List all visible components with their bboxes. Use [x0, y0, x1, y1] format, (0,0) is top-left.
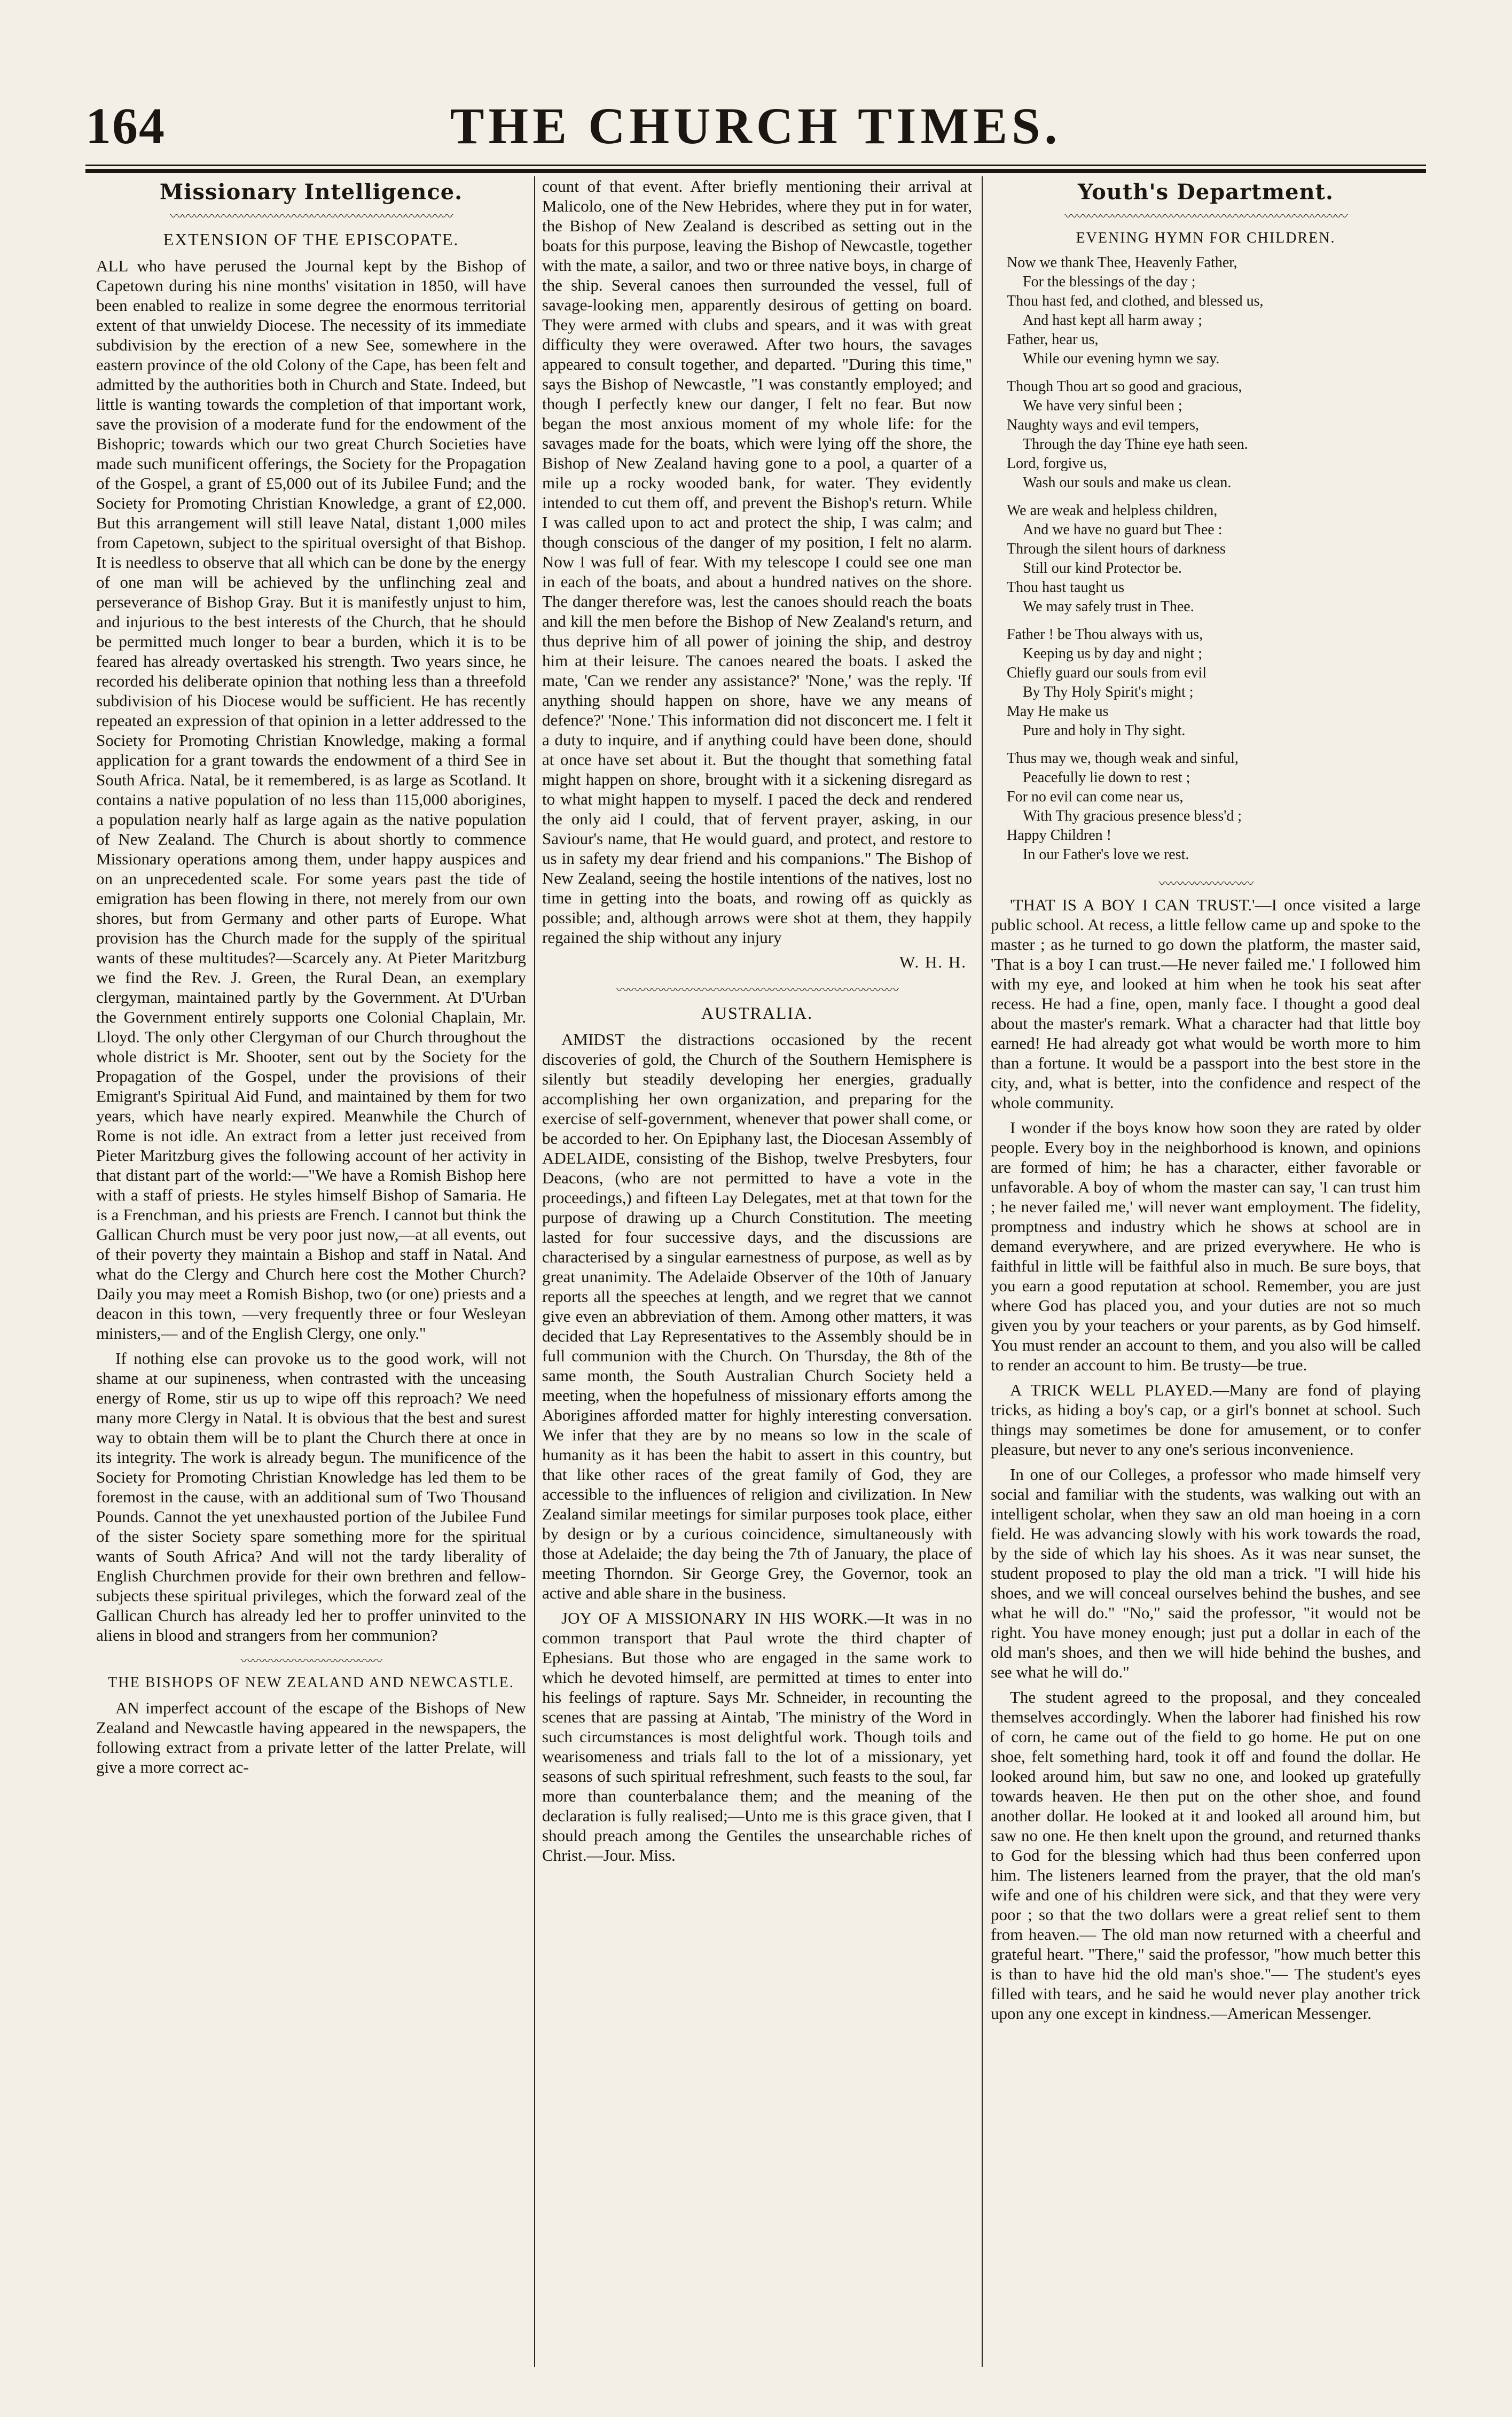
- article-paragraph: AMIDST the distractions occasioned by the recent discoveries of gold, the Church of the Southern Hemisphere is silently but steadily developing her energies, gradually accomplishing her own organization, and preparing for the exercise of self-government, whenever that power shall come, or be accorded to her. On Epiphany last, the Diocesan Assembly of ADELAIDE, consisting of the Bishop, twelve Presbyters, four Deacons, (who are not permitted to have a vote in the proceedings,) and fifteen Lay Delegates, met at that town for the purpose of drawing up a Church Constitution. The meeting lasted for four successive days, and the discussions are characterised by a singular earnestness of purpose, as well as by great unanimity. The Adelaide Observer of the 10th of January reports all the speeches at length, and we regret that we cannot give even an abbreviation of them. Among other matters, it was decided that Lay Representatives to the Assembly should be in full communion with the Church. On Thursday, the 8th of the same month, the South Australian Church Society held a meeting, when the hopefulness of missionary efforts among the Aborigines afforded matter for highly interesting conversation. We infer that they are by no means so low in the scale of humanity as it has been the habit to assert in this country, but that like other races of the great family of God, they are accessible to the influences of religion and civilization. In New Zealand similar meetings for similar purposes took place, either by design or by a curious coincidence, simultaneously with those at Adelaide; the day being the 7th of January, the place of meeting Thorndon. Sir George Grey, the Governor, took an active and able share in the business.: [542, 1030, 972, 1602]
- poem-line: By Thy Holy Spirit's might ;: [1023, 684, 1194, 700]
- column-1: [96, 176, 526, 2377]
- poem-stanza: [1007, 749, 1421, 864]
- poem-line: While our evening hymn we say.: [1023, 350, 1220, 367]
- ornamental-rule: 〰〰〰〰〰〰〰〰〰〰〰〰〰〰〰〰〰〰〰〰〰〰〰〰: [616, 984, 898, 997]
- poem-line: Lord, forgive us,: [1007, 455, 1107, 472]
- poem-stanza: [1007, 625, 1421, 740]
- poem-line: Thou hast fed, and clothed, and blessed us,: [1007, 293, 1264, 309]
- ornamental-rule: 〰〰〰〰〰〰〰〰〰〰〰〰: [240, 1655, 382, 1668]
- column-3: [991, 176, 1421, 2377]
- poem-line: We are weak and helpless children,: [1007, 502, 1218, 519]
- poem-line: With Thy gracious presence bless'd ;: [1023, 808, 1242, 824]
- poem-line: In our Father's love we rest.: [1023, 846, 1189, 863]
- page-number: 164: [85, 97, 166, 154]
- poem-line: Chiefly guard our souls from evil: [1007, 665, 1207, 681]
- page-header: [85, 96, 1426, 160]
- header-rule-top: [85, 165, 1426, 166]
- poem-line: Still our kind Protector be.: [1023, 560, 1182, 576]
- poem-stanza: [1007, 253, 1421, 369]
- article-signature: W. H. H.: [899, 953, 967, 971]
- article-paragraph: The student agreed to the proposal, and they concealed themselves accordingly. When the laborer had finished his row of corn, he came out of the field to go home. He put on one shoe, felt something hard, took it off and found the dollar. He looked around him, but saw no one, and looked up gratefully towards heaven. He then put on the other shoe, and found another dollar. He looked at it and looked all around him, but saw no one. He then knelt upon the ground, and returned thanks to God for the blessing which had thus been conferred upon him. The listeners learned from the prayer, that the old man's wife and one of his children were sick, and that they were very poor ; so that the two dollars were a great relief sent to them from heaven.— The old man now returned with a cheerful and grateful heart. "There," said the professor, "how much better this is than to have hid the old man's shoe."— The student's eyes filled with tears, and he said he would never play another trick upon any one except in kindness.—American Messenger.: [991, 1688, 1421, 2023]
- poem-line: Pure and holy in Thy sight.: [1023, 722, 1186, 739]
- section-heading-youth: Youth's Department.: [1078, 180, 1334, 205]
- poem-line: Wash our souls and make us clean.: [1023, 474, 1232, 491]
- ornamental-rule: 〰〰〰〰〰〰〰〰〰〰〰〰〰〰〰〰〰〰〰〰〰〰〰〰: [170, 210, 452, 224]
- poem-line: Thus may we, though weak and sinful,: [1007, 750, 1239, 767]
- poem-line: And hast kept all harm away ;: [1023, 312, 1202, 329]
- poem-stanza: [1007, 377, 1421, 493]
- poem-line: We may safely trust in Thee.: [1023, 598, 1194, 615]
- poem-title: EVENING HYMN FOR CHILDREN.: [1076, 230, 1336, 246]
- article-paragraph: ALL who have perused the Journal kept by the Bishop of Capetown during his nine months' visitation in 1850, will have been enabled to realize in some degree the enormous territorial extent of that unwieldy Diocese. The necessity of its immediate subdivision by the erection of a new See, somewhere in the eastern province of the old Colony of the Cape, has been felt and admitted by the authorities both in Church and State. Indeed, but little is wanting towards the completion of that important work, save the provision of a moderate fund for the endowment of the Bishopric; towards which our two great Church Societies have made such munificent offerings, the Society for the Propagation of the Gospel, a grant of £5,000 out of its Jubilee Fund; and the Society for Promoting Christian Knowledge, a grant of £2,000. But this arrangement will still leave Natal, distant 1,000 miles from Capetown, subject to the spiritual oversight of that Bishop. It is needless to observe that all which can be done by the energy of one man will be achieved by the unflinching zeal and perseverance of Bishop Gray. But it is manifestly unjust to him, and injurious to the best interests of the Church, that he should be permitted much longer to bear a burden, which it is to be feared has already overtasked his strength. Two years since, he recorded his deliberate opinion that nothing less than a threefold subdivision of his Diocese would be sufficient. He has recently repeated an expression of that opinion in a letter addressed to the Society for Promoting Christian Knowledge, making a formal application for a grant towards the endowment of a third See in South Africa. Natal, be it remembered, is as large as Scotland. It contains a native population of no less than 115,000 aborigines, a population nearly half as large again as the native population of New Zealand. The Church is about shortly to commence Missionary operations among them, under happy auspices and on an unprecedented scale. For some years past the tide of emigration has been flowing in there, not merely from our own shores, but from Germany and other parts of Europe. What provision has the Church made for the supply of the spiritual wants of these multitudes?—Scarcely any. At Pieter Maritzburg we find the Rev. J. Green, the Rural Dean, an exemplary clergyman, maintained partly by the Government. At D'Urban the Government entirely supports one Colonial Chaplain, Mr. Lloyd. The only other Clergyman of our Church throughout the whole district is Mr. Shooter, sent out by the Society for the Propagation of the Gospel, under the provisions of their Emigrant's Spiritual Aid Fund, and maintained by them for two years, which have nearly expired. Meanwhile the Church of Rome is not idle. An extract from a letter just received from Pieter Maritzburg gives the following account of her activity in that distant part of the world:—"We have a Romish Bishop here with a staff of priests. He styles himself Bishop of Samaria. He is a Frenchman, and his priests are French. I cannot but think the Gallican Church must be very poor just now,—at all events, out of their poverty they maintain a Bishop and staff in Natal. And what do the Clergy and Church here cost the Mother Church? Daily you may meet a Romish Bishop, two (or one) priests and a deacon in this town, —very frequently three or four Wesleyan ministers,— and of the English Clergy, one only.": [96, 256, 526, 1343]
- poem-line: Though Thou art so good and gracious,: [1007, 378, 1242, 395]
- poem-line: For no evil can come near us,: [1007, 789, 1184, 805]
- poem-line: For the blessings of the day ;: [1023, 274, 1196, 290]
- column-2: [542, 176, 972, 2377]
- article-paragraph: I wonder if the boys know how soon they are rated by older people. Every boy in the neighborhood is known, and opinions are formed of him; he has a character, either favorable or unfavorable. A boy of whom the master can say, 'I can trust him ; he never failed me,' will never want employment. The fidelity, promptness and industry which he shows at school are in demand everywhere, and are prized everywhere. He who is faithful in little will be faithful also in much. Be sure boys, that you earn a good reputation at school. Remember, you are just where God has placed you, and your duties are not so much given you by your teachers or your parents, as by God himself. You must render an account to them, and you also will be called to render an account to him. Be trusty—be true.: [991, 1118, 1421, 1374]
- column-divider-1: [534, 176, 535, 2367]
- article-paragraph: A TRICK WELL PLAYED.—Many are fond of playing tricks, as hiding a boy's cap, or a girl's bonnet at school. Such things may sometimes be done for amusement, or to confer pleasure, but never to any one's serious inconvenience.: [991, 1381, 1421, 1459]
- article-paragraph: JOY OF A MISSIONARY IN HIS WORK.—It was in no common transport that Paul wrote the third chapter of Ephesians. But those who are engaged in the same work to which he devoted himself, are permitted at times to enter into his feelings of rapture. Says Mr. Schneider, in recounting the scenes that are passing at Aintab, 'The ministry of the Word in such circumstances is most delightful work. Though toils and wearisomeness and trials fall to the lot of a missionary, yet seasons of such spiritual refreshment, such feasts to the soul, far more than counterbalance them; and the meaning of the declaration is fully realised;—Unto me is this grace given, that I should preach among the Gentiles the unsearchable riches of Christ.—Jour. Miss.: [542, 1609, 972, 1865]
- poem-line: We have very sinful been ;: [1023, 397, 1182, 414]
- article-paragraph: In one of our Colleges, a professor who made himself very social and familiar with the students, was walking out with an intelligent scholar, when they saw an old man hoeing in a corn field. He was advancing slowly with his work towards the road, by the side of which lay his shoes. As it was near sunset, the student proposed to play the old man a trick. "I will hide his shoes, and we will conceal ourselves behind the bushes, and see what he will do." "No," said the professor, "it would not be right. You have money enough; just put a dollar in each of the old man's shoes, and then we will hide behind the bushes, and see what he will do.": [991, 1465, 1421, 1681]
- article-title-bishops: THE BISHOPS OF NEW ZEALAND AND NEWCASTLE.: [108, 1674, 514, 1691]
- poem-stanza: [1007, 501, 1421, 617]
- poem-line: Happy Children !: [1007, 827, 1111, 844]
- article-title-australia: AUSTRALIA.: [701, 1003, 813, 1023]
- column-divider-2: [982, 176, 983, 2367]
- article-paragraph: 'THAT IS A BOY I CAN TRUST.'—I once visited a large public school. At recess, a little fellow came up and spoke to the master ; as he turned to go down the platform, the master said, 'That is a boy I can trust.—He never failed me.' I followed him with my eye, and looked at him when he took his seat after recess. He had a fine, open, manly face. I thought a good deal about the master's remark. What a character had that little boy earned! He had already got what would be worth more to him than a fortune. It would be a passport into the best store in the city, and, what is better, into the confidence and respect of the whole community.: [991, 895, 1421, 1112]
- article-title-episcopate: EXTENSION OF THE EPISCOPATE.: [163, 230, 459, 249]
- poem-line: Peacefully lie down to rest ;: [1023, 769, 1190, 786]
- poem-line: And we have no guard but Thee :: [1023, 521, 1223, 538]
- header-rule-thick: [85, 169, 1426, 173]
- article-paragraph: AN imperfect account of the escape of the Bishops of New Zealand and Newcastle having appeared in the newspapers, the following extract from a private letter of the latter Prelate, will give a more correct ac-: [96, 1698, 526, 1776]
- poem-line: Naughty ways and evil tempers,: [1007, 417, 1200, 433]
- poem-line: Father ! be Thou always with us,: [1007, 626, 1203, 643]
- poem-line: May He make us: [1007, 703, 1109, 720]
- poem-line: Father, hear us,: [1007, 331, 1099, 348]
- poem-line: Through the silent hours of darkness: [1007, 541, 1226, 557]
- poem-line: Thou hast taught us: [1007, 579, 1125, 596]
- evening-hymn-poem: [1007, 253, 1421, 864]
- ornamental-rule: 〰〰〰〰〰〰〰〰〰〰〰〰〰〰〰〰〰〰〰〰〰〰〰〰: [1064, 210, 1347, 224]
- poem-line: Keeping us by day and night ;: [1023, 645, 1202, 662]
- ornamental-rule: 〰〰〰〰〰〰〰〰: [1158, 877, 1253, 891]
- section-heading-missionary: Missionary Intelligence.: [159, 180, 463, 205]
- poem-line: Through the day Thine eye hath seen.: [1023, 436, 1248, 453]
- article-paragraph: If nothing else can provoke us to the good work, will not shame at our supineness, when contrasted with the unceasing energy of Rome, stir us up to wipe off this reproach? We need many more Clergy in Natal. It is obvious that the best and surest way to obtain them will be to plant the Church there at once in its integrity. The work is already begun. The munificence of the Society for Promoting Christian Knowledge has led them to be foremost in the cause, with an additional sum of Two Thousand Pounds. Cannot the yet unexhausted portion of the Jubilee Fund of the sister Society spare something more for the spiritual wants of South Africa? And will not the tardy liberality of English Churchmen provide for their own brethren and fellow-subjects these spiritual privileges, which the forward zeal of the Gallican Church has already led her to proffer uninvited to the aliens in blood and strangers from her communion?: [96, 1349, 526, 1644]
- masthead-title: THE CHURCH TIMES.: [450, 97, 1062, 154]
- poem-line: Now we thank Thee, Heavenly Father,: [1007, 254, 1237, 271]
- article-paragraph: count of that event. After briefly mentioning their arrival at Malicolo, one of the New Hebrides, where they put in for water, the Bishop of New Zealand is described as setting out in the boats for this purpose, leaving the Bishop of Newcastle, together with the mate, a sailor, and two or three native boys, in charge of the ship. Several canoes then surrounded the vessel, full of savage-looking men, apparently desirous of getting on board. They were armed with clubs and spears, and it was with great difficulty they were overawed. After two hours, the savages appeared to consult together, and departed. "During this time," says the Bishop of Newcastle, "I was constantly employed; and though I perfectly knew our danger, I felt no fear. But now began the most anxious moment of my whole life: for the savages made for the boats, which were lying off the shore, the Bishop of New Zealand having gone to a pool, a quarter of a mile up a rocky wooded bank, for water. They evidently intended to cut them off, and prevent the Bishop's return. While I was called upon to act and protect the ship, I was calm; and though conscious of the danger of my position, I felt no alarm. Now I was full of fear. With my telescope I could see one man in each of the boats, and about a hundred natives on the shore. The danger therefore was, lest the canoes should reach the boats and kill the men before the Bishop of New Zealand's return, and thus deprive him of all power of joining the ship, and destroy him at their leisure. The canoes neared the boats. I asked the mate, 'Can we render any assistance?' 'None,' was the reply. 'If anything should happen on shore, have we any means of defence?' 'None.' This information did not disconcert me. I felt it a duty to inquire, and if anything could have been done, should at once have set about it. But the thought that something fatal might happen on shore, brought with it a sickening disregard as to what might happen to myself. I paced the deck and rendered the only aid I could, that of fervent prayer, asking, in our Saviour's name, that He would guard, and protect, and restore to us in safety my dear friend and his companions." The Bishop of New Zealand, seeing the hostile intentions of the natives, lost no time in getting into the boats, and rowing off as quickly as possible; and, although arrows were shot at them, they happily regained the ship without any injury: [542, 177, 972, 947]
